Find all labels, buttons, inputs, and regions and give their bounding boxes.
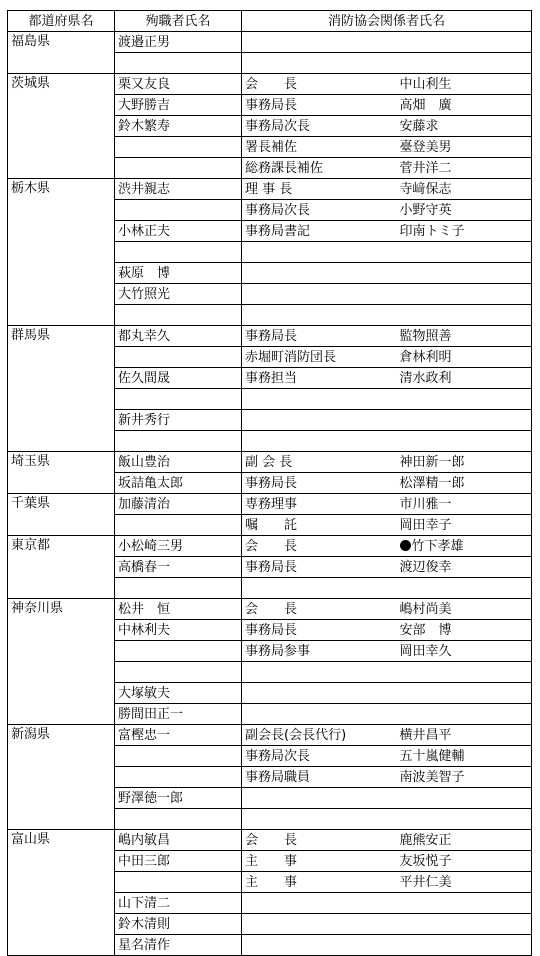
association-title-cell xyxy=(242,578,397,599)
deceased-name-cell xyxy=(115,389,242,410)
deceased-name-cell: 小林正夫 xyxy=(115,221,242,242)
deceased-name-cell: 松井 恒 xyxy=(115,599,242,620)
deceased-name-cell: 萩原 博 xyxy=(115,263,242,284)
deceased-name-cell: 高橋春一 xyxy=(115,557,242,578)
deceased-name-cell: 鈴木清則 xyxy=(115,914,242,935)
association-title-cell xyxy=(242,935,397,956)
association-title-cell xyxy=(242,389,397,410)
deceased-name-cell: 大竹照光 xyxy=(115,284,242,305)
association-title-cell: 会 長 xyxy=(242,536,397,557)
association-title-cell: 事務局長 xyxy=(242,326,397,347)
association-name-cell xyxy=(397,536,532,557)
association-title-cell: 理 事 長 xyxy=(242,179,397,200)
association-name-cell: 安部 博 xyxy=(397,620,532,641)
association-title-cell xyxy=(242,32,397,53)
association-name-cell xyxy=(397,935,532,956)
deceased-name-cell: 勝間田正一 xyxy=(115,704,242,725)
association-title-cell xyxy=(242,305,397,326)
association-name-cell: 鹿熊安正 xyxy=(397,830,532,851)
association-title-cell: 事務担当 xyxy=(242,368,397,389)
association-name-cell xyxy=(397,410,532,431)
table-row xyxy=(8,599,532,620)
deceased-name-cell xyxy=(115,515,242,536)
association-title-cell: 事務局次長 xyxy=(242,746,397,767)
association-title-cell: 事務局長 xyxy=(242,473,397,494)
association-title-cell: 事務局長 xyxy=(242,95,397,116)
deceased-name-cell: 新井秀行 xyxy=(115,410,242,431)
association-name-cell xyxy=(397,662,532,683)
deceased-name-cell: 都丸幸久 xyxy=(115,326,242,347)
association-title-cell xyxy=(242,53,397,74)
association-title-cell xyxy=(242,284,397,305)
association-title-cell: 副 会 長 xyxy=(242,452,397,473)
association-name-cell xyxy=(397,431,532,452)
deceased-name-cell xyxy=(115,767,242,788)
association-title-cell: 主 事 xyxy=(242,851,397,872)
deceased-name-cell: 坂詰亀太郎 xyxy=(115,473,242,494)
association-name-cell: 五十嵐健輔 xyxy=(397,746,532,767)
association-title-cell xyxy=(242,662,397,683)
deceased-name-cell xyxy=(115,431,242,452)
table-row xyxy=(8,74,532,95)
association-name-cell xyxy=(397,242,532,263)
deceased-name-cell: 野澤徳一郎 xyxy=(115,788,242,809)
header-prefecture: 都道府県名 xyxy=(8,11,115,32)
association-name-cell xyxy=(397,578,532,599)
association-name-cell xyxy=(397,284,532,305)
association-title-cell: 署長補佐 xyxy=(242,137,397,158)
bullet-icon xyxy=(400,540,411,551)
association-name-cell xyxy=(397,704,532,725)
association-name-cell xyxy=(397,809,532,830)
deceased-name-cell: 小松崎三男 xyxy=(115,536,242,557)
deceased-name-cell xyxy=(115,809,242,830)
association-title-cell: 主 事 xyxy=(242,872,397,893)
association-name-cell xyxy=(397,683,532,704)
deceased-name-cell: 嶋内敏昌 xyxy=(115,830,242,851)
deceased-name-cell xyxy=(115,200,242,221)
prefecture-cell: 福島県 xyxy=(8,32,115,74)
deceased-name-cell xyxy=(115,158,242,179)
deceased-name-cell: 中林利夫 xyxy=(115,620,242,641)
association-title-cell xyxy=(242,914,397,935)
prefecture-cell: 茨城県 xyxy=(8,74,115,179)
deceased-name-cell: 飯山豊治 xyxy=(115,452,242,473)
association-title-cell xyxy=(242,683,397,704)
deceased-name-cell xyxy=(115,53,242,74)
association-title-cell xyxy=(242,431,397,452)
association-name-cell: 印南トミ子 xyxy=(397,221,532,242)
table-body xyxy=(8,32,532,956)
table-row xyxy=(8,32,532,53)
association-name-cell: 南波美智子 xyxy=(397,767,532,788)
association-name-cell: 清水政利 xyxy=(397,368,532,389)
association-name-cell: 平井仁美 xyxy=(397,872,532,893)
association-title-cell: 事務局長 xyxy=(242,557,397,578)
table-row xyxy=(8,536,532,557)
deceased-name-cell: 栗又友良 xyxy=(115,74,242,95)
header-association: 消防協会関係者氏名 xyxy=(242,11,532,32)
association-name-cell: 倉林利明 xyxy=(397,347,532,368)
memorial-table xyxy=(7,10,532,956)
association-name-text: 竹下孝雄 xyxy=(411,538,464,554)
association-name-cell: 市川雅一 xyxy=(397,494,532,515)
association-title-cell: 総務課長補佐 xyxy=(242,158,397,179)
deceased-name-cell: 中田三郎 xyxy=(115,851,242,872)
association-name-cell: 岡田幸子 xyxy=(397,515,532,536)
association-name-cell xyxy=(397,32,532,53)
association-name-cell: 菅井洋二 xyxy=(397,158,532,179)
association-title-cell: 事務局職員 xyxy=(242,767,397,788)
table-row xyxy=(8,725,532,746)
association-name-cell xyxy=(397,53,532,74)
table-row xyxy=(8,494,532,515)
association-name-cell: 横井昌平 xyxy=(397,725,532,746)
deceased-name-cell: 山下清二 xyxy=(115,893,242,914)
association-title-cell xyxy=(242,809,397,830)
association-title-cell xyxy=(242,788,397,809)
deceased-name-cell: 星名清作 xyxy=(115,935,242,956)
deceased-name-cell: 渋井親志 xyxy=(115,179,242,200)
association-name-cell: 中山利生 xyxy=(397,74,532,95)
association-name-cell: 監物照善 xyxy=(397,326,532,347)
header-deceased: 殉職者氏名 xyxy=(115,11,242,32)
deceased-name-cell: 加藤清治 xyxy=(115,494,242,515)
table-row xyxy=(8,830,532,851)
deceased-name-cell xyxy=(115,305,242,326)
association-name-cell: 臺登美男 xyxy=(397,137,532,158)
deceased-name-cell xyxy=(115,872,242,893)
association-title-cell: 事務局次長 xyxy=(242,200,397,221)
association-name-cell: 友坂悦子 xyxy=(397,851,532,872)
association-title-cell xyxy=(242,893,397,914)
association-name-cell: 高畑 廣 xyxy=(397,95,532,116)
association-title-cell: 事務局次長 xyxy=(242,116,397,137)
prefecture-cell: 栃木県 xyxy=(8,179,115,326)
deceased-name-cell xyxy=(115,137,242,158)
association-title-cell xyxy=(242,263,397,284)
deceased-name-cell xyxy=(115,347,242,368)
association-title-cell: 会 長 xyxy=(242,599,397,620)
deceased-name-cell: 大野勝吉 xyxy=(115,95,242,116)
header-row xyxy=(8,11,532,32)
deceased-name-cell: 佐久間晟 xyxy=(115,368,242,389)
deceased-name-cell xyxy=(115,641,242,662)
association-title-cell: 会 長 xyxy=(242,74,397,95)
association-name-cell: 岡田幸久 xyxy=(397,641,532,662)
prefecture-cell: 神奈川県 xyxy=(8,599,115,725)
association-name-cell: 小野守英 xyxy=(397,200,532,221)
table-row xyxy=(8,326,532,347)
prefecture-cell: 埼玉県 xyxy=(8,452,115,494)
association-name-cell: 渡辺俊幸 xyxy=(397,557,532,578)
association-name-cell: 安藤求 xyxy=(397,116,532,137)
association-title-cell: 嘱 託 xyxy=(242,515,397,536)
association-name-cell xyxy=(397,914,532,935)
association-name-cell xyxy=(397,893,532,914)
table-row xyxy=(8,179,532,200)
association-name-cell: 松澤精一郎 xyxy=(397,473,532,494)
association-name-cell xyxy=(397,305,532,326)
deceased-name-cell: 鈴木繁寿 xyxy=(115,116,242,137)
association-name-cell xyxy=(397,389,532,410)
association-title-cell: 事務局書記 xyxy=(242,221,397,242)
association-title-cell: 専務理事 xyxy=(242,494,397,515)
association-title-cell: 会 長 xyxy=(242,830,397,851)
association-title-cell xyxy=(242,410,397,431)
deceased-name-cell: 大塚敏夫 xyxy=(115,683,242,704)
prefecture-cell: 富山県 xyxy=(8,830,115,956)
association-title-cell: 赤堀町消防団長 xyxy=(242,347,397,368)
association-name-cell: 嶋村尚美 xyxy=(397,599,532,620)
prefecture-cell: 千葉県 xyxy=(8,494,115,536)
deceased-name-cell xyxy=(115,242,242,263)
prefecture-cell: 群馬県 xyxy=(8,326,115,452)
association-name-cell xyxy=(397,263,532,284)
association-title-cell: 事務局長 xyxy=(242,620,397,641)
prefecture-cell: 新潟県 xyxy=(8,725,115,830)
association-title-cell xyxy=(242,242,397,263)
association-title-cell: 副会長(会長代行) xyxy=(242,725,397,746)
deceased-name-cell: 渡邉正男 xyxy=(115,32,242,53)
table-row xyxy=(8,452,532,473)
association-title-cell: 事務局参事 xyxy=(242,641,397,662)
deceased-name-cell xyxy=(115,746,242,767)
deceased-name-cell xyxy=(115,662,242,683)
association-name-cell: 寺﨑保志 xyxy=(397,179,532,200)
deceased-name-cell xyxy=(115,578,242,599)
association-name-cell: 神田新一郎 xyxy=(397,452,532,473)
association-title-cell xyxy=(242,704,397,725)
association-name-cell xyxy=(397,788,532,809)
prefecture-cell: 東京都 xyxy=(8,536,115,599)
deceased-name-cell: 富樫忠一 xyxy=(115,725,242,746)
